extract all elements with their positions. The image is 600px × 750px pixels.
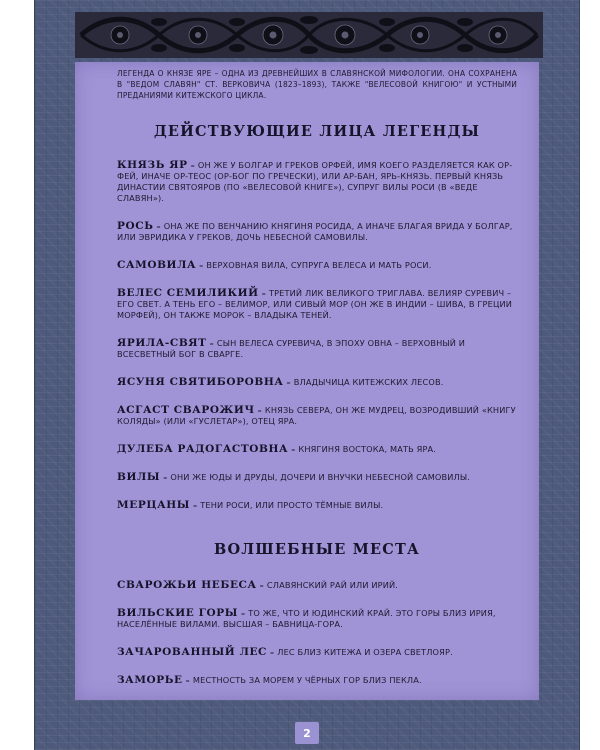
character-entry: ЯСУНЯ СВЯТИБОРОВНА – ВЛАДЫЧИЦА КИТЕЖСКИХ ЛЕСОВ. <box>117 376 444 388</box>
entry-term: ЯРИЛА-СВЯТ <box>117 337 207 349</box>
character-entry: КНЯЗЬ ЯР – ОН ЖЕ У БОЛГАР И ГРЕКОВ ОРФЕЙ, ИМЯ КОЕГО РАЗДЕЛЯЕТСЯ КАК ОР-ФЕЙ, ИНАЧЕ ОР-ТЕОС (ОР-БОГ ПО ГРЕЧЕСКИ), ИЛИ АР-БАН, ЯРЬ-КНЯЗЬ. ПЕРВЫЙ КНЯЗЬ ДИНАСТИИ СВЯТОЯРОВ (ПО «ВЕЛЕСОВОЙ КНИГЕ»), СУПРУГ ВИЛЫ РОСИ (В «ВЕДЕ СЛАВЯН»). <box>117 159 513 203</box>
place-entry: ЗАЧАРОВАННЫЙ ЛЕС – ЛЕС БЛИЗ КИТЕЖА И ОЗЕРА СВЕТЛОЯР. <box>117 646 453 658</box>
character-entry: РОСЬ – ОНА ЖЕ ПО ВЕНЧАНИЮ КНЯГИНЯ РОСИДА, А ИНАЧЕ БЛАГАЯ ВРИДА У БОЛГАР, ИЛИ ЭВРИДИКА У ГРЕКОВ, ДОЧЬ НЕБЕСНОЙ САМОВИЛЫ. <box>117 220 513 242</box>
entry-description: ТРЕТИЙ ЛИК ВЕЛИКОГО ТРИГЛАВА. ВЕЛИЯР СУРЕВИЧ – ЕГО СВЕТ. А ТЕНЬ ЕГО – ВЕЛИМОР, ИЛИ СИВЫЙ МОР (ОН ЖЕ В ИНДИИ – ШИВА, В ГРЕЦИИ МОРФЕЙ), ОН ТАКЖЕ МОРОК – ВЛАДЫКА ТЕНЕЙ. <box>117 288 512 320</box>
entry-description: КНЯГИНЯ ВОСТОКА, МАТЬ ЯРА. <box>298 444 437 454</box>
entry-term: САМОВИЛА <box>117 259 197 271</box>
entry-description: ОН ЖЕ У БОЛГАР И ГРЕКОВ ОРФЕЙ, ИМЯ КОЕГО РАЗДЕЛЯЕТСЯ КАК ОР-ФЕЙ, ИНАЧЕ ОР-ТЕОС (ОР-БОГ ПО ГРЕЧЕСКИ), ИЛИ АР-БАН, ЯРЬ-КНЯЗЬ. ПЕРВЫЙ КНЯЗЬ ДИНАСТИИ СВЯТОЯРОВ (ПО «ВЕЛЕСОВОЙ КНИГЕ»), СУПРУГ ВИЛЫ РОСИ (В «ВЕДЕ СЛАВЯН»). <box>117 160 513 203</box>
character-entry: АСГАСТ СВАРОЖИЧ – КНЯЗЬ СЕВЕРА, ОН ЖЕ МУДРЕЦ, ВОЗРОДИВШИЙ «КНИГУ КОЛЯДЫ» (ИЛИ «ГУСЛЕТАР»), ОТЕЦ ЯРА. <box>117 404 516 426</box>
entry-term: АСГАСТ СВАРОЖИЧ <box>117 404 255 416</box>
character-entry: ВЕЛЕС СЕМИЛИКИЙ – ТРЕТИЙ ЛИК ВЕЛИКОГО ТРИГЛАВА. ВЕЛИЯР СУРЕВИЧ – ЕГО СВЕТ. А ТЕНЬ ЕГО – ВЕЛИМОР, ИЛИ СИВЫЙ МОР (ОН ЖЕ В ИНДИИ – ШИВА, В ГРЕЦИИ МОРФЕЙ), ОН ТАКЖЕ МОРОК – ВЛАДЫКА ТЕНЕЙ. <box>117 287 512 320</box>
places-list <box>117 580 517 686</box>
character-entry: ДУЛЕБА РАДОГАСТОВНА – КНЯГИНЯ ВОСТОКА, МАТЬ ЯРА. <box>117 443 437 455</box>
text-panel <box>75 62 539 700</box>
floral-ornament-border <box>75 12 543 58</box>
entry-description: МЕСТНОСТЬ ЗА МОРЕМ У ЧЁРНЫХ ГОР БЛИЗ ПЕКЛА. <box>192 675 422 685</box>
character-entry: МЕРЦАНЫ – ТЕНИ РОСИ, ИЛИ ПРОСТО ТЁМНЫЕ ВИЛЫ. <box>117 499 384 511</box>
entry-description: ВЕРХОВНАЯ ВИЛА, СУПРУГА ВЕЛЕСА И МАТЬ РОСИ. <box>206 260 432 270</box>
entry-term: ЯСУНЯ СВЯТИБОРОВНА <box>117 376 284 388</box>
entry-description: СЛАВЯНСКИЙ РАЙ ИЛИ ИРИЙ. <box>266 580 399 590</box>
entry-term: ЗАМОРЬЕ <box>117 674 183 686</box>
character-entry: ЯРИЛА-СВЯТ – СЫН ВЕЛЕСА СУРЕВИЧА, В ЭПОХУ ОВНА – ВЕРХОВНЫЙ И ВСЕСВЕТНЫЙ БОГ В СВАРГЕ. <box>117 337 466 359</box>
entry-term: КНЯЗЬ ЯР <box>117 159 188 171</box>
place-entry: ЗАМОРЬЕ – МЕСТНОСТЬ ЗА МОРЕМ У ЧЁРНЫХ ГОР БЛИЗ ПЕКЛА. <box>117 674 422 686</box>
entry-description: ТЕНИ РОСИ, ИЛИ ПРОСТО ТЁМНЫЕ ВИЛЫ. <box>200 500 384 510</box>
page-number: 2 <box>295 722 319 744</box>
section-title-places: ВОЛШЕБНЫЕ МЕСТА <box>213 541 420 558</box>
entry-term: СВАРОЖЬИ НЕБЕСА <box>117 579 257 591</box>
entry-term: ВИЛЬСКИЕ ГОРЫ <box>117 607 238 619</box>
content-column <box>117 68 517 703</box>
entry-description: ОНИ ЖЕ ЮДЫ И ДРУДЫ, ДОЧЕРИ И ВНУЧКИ НЕБЕСНОЙ САМОВИЛЫ. <box>170 472 470 482</box>
entry-description: ВЛАДЫЧИЦА КИТЕЖСКИХ ЛЕСОВ. <box>293 377 444 387</box>
entry-term: ВЕЛЕС СЕМИЛИКИЙ <box>117 287 259 299</box>
place-entry: СВАРОЖЬИ НЕБЕСА – СЛАВЯНСКИЙ РАЙ ИЛИ ИРИЙ. <box>117 579 399 591</box>
entry-description: ТО ЖЕ, ЧТО И ЮДИНСКИЙ КРАЙ. ЭТО ГОРЫ БЛИЗ ИРИЯ, НАСЕЛЁННЫЕ ВИЛАМИ. ВЫСШАЯ – БАВНИЦА-ГОРА. <box>117 608 496 629</box>
entry-term: ДУЛЕБА РАДОГАСТОВНА <box>117 443 289 455</box>
page-frame <box>35 0 579 750</box>
entry-description: ЛЕС БЛИЗ КИТЕЖА И ОЗЕРА СВЕТЛОЯР. <box>277 647 453 657</box>
entry-description: ОНА ЖЕ ПО ВЕНЧАНИЮ КНЯГИНЯ РОСИДА, А ИНАЧЕ БЛАГАЯ ВРИДА У БОЛГАР, ИЛИ ЭВРИДИКА У ГРЕКОВ, ДОЧЬ НЕБЕСНОЙ САМОВИЛЫ. <box>117 221 513 242</box>
entry-description: КНЯЗЬ СЕВЕРА, ОН ЖЕ МУДРЕЦ, ВОЗРОДИВШИЙ «КНИГУ КОЛЯДЫ» (ИЛИ «ГУСЛЕТАР»), ОТЕЦ ЯРА. <box>117 405 516 426</box>
character-entry: САМОВИЛА – ВЕРХОВНАЯ ВИЛА, СУПРУГА ВЕЛЕСА И МАТЬ РОСИ. <box>117 259 432 271</box>
character-entry: ВИЛЫ – ОНИ ЖЕ ЮДЫ И ДРУДЫ, ДОЧЕРИ И ВНУЧКИ НЕБЕСНОЙ САМОВИЛЫ. <box>117 471 470 483</box>
section-title-characters: ДЕЙСТВУЮЩИЕ ЛИЦА ЛЕГЕНДЫ <box>153 123 481 140</box>
place-entry: ВИЛЬСКИЕ ГОРЫ – ТО ЖЕ, ЧТО И ЮДИНСКИЙ КРАЙ. ЭТО ГОРЫ БЛИЗ ИРИЯ, НАСЕЛЁННЫЕ ВИЛАМИ. ВЫСШАЯ – БАВНИЦА-ГОРА. <box>117 607 496 629</box>
entry-description: СЫН ВЕЛЕСА СУРЕВИЧА, В ЭПОХУ ОВНА – ВЕРХОВНЫЙ И ВСЕСВЕТНЫЙ БОГ В СВАРГЕ. <box>117 338 466 359</box>
entry-term: РОСЬ <box>117 220 154 232</box>
entry-term: ЗАЧАРОВАННЫЙ ЛЕС <box>117 646 268 658</box>
entry-term: ВИЛЫ <box>117 471 161 483</box>
characters-list <box>117 160 517 511</box>
intro-paragraph: ЛЕГЕНДА О КНЯЗЕ ЯРЕ – ОДНА ИЗ ДРЕВНЕЙШИХ В СЛАВЯНСКОЙ МИФОЛОГИИ. ОНА СОХРАНЕНА В "ВЕДОМ СЛАВЯН" СТ. ВЕРКОВИЧА (1823–1893), ТАКЖЕ "ВЕЛЕСОВОЙ КНИГОЮ" И УСТНЫМИ ПРЕДАНИЯМИ КИТЕЖСКОГО ЦИКЛА. <box>117 68 517 100</box>
entry-term: МЕРЦАНЫ <box>117 499 190 511</box>
